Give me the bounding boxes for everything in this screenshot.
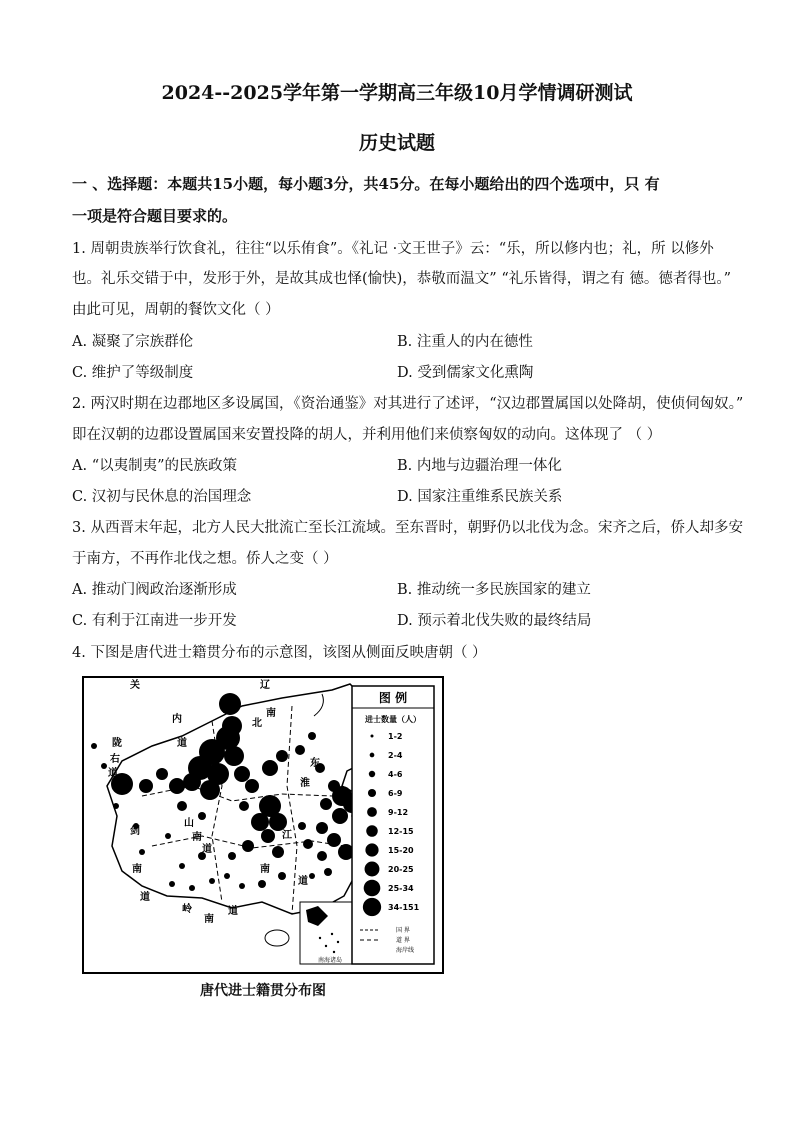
region-label: 内 xyxy=(172,714,182,725)
boundary-label: 海岸线 xyxy=(396,947,415,954)
option-a: A. 推动门阀政治逐渐形成 xyxy=(72,582,237,598)
legend-box xyxy=(352,686,434,964)
dot xyxy=(317,851,327,861)
dot xyxy=(320,798,332,810)
dot xyxy=(327,833,341,847)
option-d: D. 受到儒家文化熏陶 xyxy=(397,365,534,381)
question-text-line: 于南方，不再作北伐之想。侨人之变（ ） xyxy=(72,551,338,567)
legend-range-label: 15-20 xyxy=(388,846,414,855)
dot xyxy=(295,745,305,755)
section-heading-line1: 一 、选择题：本题共15小题，每小题3分，共45分。在每小题给出的四个选项中，只 有 xyxy=(72,175,660,193)
dot xyxy=(324,868,332,876)
dot xyxy=(309,873,315,879)
legend-range-label: 25-34 xyxy=(388,884,414,893)
question-text-line: 1. 周朝贵族举行饮食礼，往往“以乐侑食”。《礼记 ·文王世子》云：“乐，所以修内也；礼，所 以修外 xyxy=(72,241,714,257)
dot xyxy=(319,937,321,939)
region-label: 河 xyxy=(222,704,232,715)
region-label: 道 xyxy=(228,906,238,917)
legend-subtitle: 进士数量（人） xyxy=(365,715,421,724)
dot xyxy=(139,849,145,855)
legend-symbol xyxy=(365,862,380,877)
region-label: 关 xyxy=(130,680,140,691)
dot xyxy=(156,768,168,780)
dot xyxy=(101,763,107,769)
dot xyxy=(276,750,288,762)
region-label: 江 xyxy=(282,830,292,841)
region-label: 道 xyxy=(140,892,150,903)
option-b: B. 推动统一多民族国家的建立 xyxy=(397,582,591,598)
dot xyxy=(298,822,306,830)
option-d: D. 预示着北伐失败的最终结局 xyxy=(397,613,592,629)
region-label: 东 xyxy=(310,758,320,769)
region-label: 辽 xyxy=(260,680,270,691)
dot xyxy=(234,766,250,782)
region-label: 南 xyxy=(192,832,202,843)
boundary-label: 道 界 xyxy=(396,937,410,944)
inset-label: 南海诸岛 xyxy=(318,957,343,964)
legend-symbol xyxy=(365,843,378,856)
legend-symbol xyxy=(366,825,378,837)
dot xyxy=(333,951,335,953)
legend-symbol xyxy=(368,789,376,797)
region-label: 道 xyxy=(202,844,212,855)
dot xyxy=(179,863,185,869)
region-label: 南 xyxy=(260,864,270,875)
legend-symbol xyxy=(364,880,381,897)
option-b: B. 注重人的内在德性 xyxy=(397,334,533,350)
legend-range-label: 34-151 xyxy=(388,903,420,912)
dot xyxy=(258,880,266,888)
dot xyxy=(278,872,286,880)
dot xyxy=(331,933,333,935)
legend-range-label: 1-2 xyxy=(388,732,403,741)
hainan-island xyxy=(265,930,289,946)
dot xyxy=(200,780,220,800)
dot xyxy=(113,803,119,809)
dot xyxy=(169,881,175,887)
dot xyxy=(198,812,206,820)
legend-symbol xyxy=(369,771,375,777)
legend-symbol xyxy=(370,753,375,758)
dot xyxy=(242,840,254,852)
dot xyxy=(224,746,244,766)
dot xyxy=(165,833,171,839)
dot xyxy=(224,873,230,879)
region-label: 山 xyxy=(184,818,194,829)
region-label: 淮 xyxy=(300,778,310,789)
region-label: 右 xyxy=(110,754,120,765)
dot xyxy=(269,813,287,831)
dot xyxy=(272,846,284,858)
legend-symbol xyxy=(363,898,381,916)
question-text-line: 4. 下图是唐代进士籍贯分布的示意图，该图从侧面反映唐朝（ ） xyxy=(72,645,487,661)
region-label: 道 xyxy=(177,738,187,749)
dot xyxy=(228,852,236,860)
question-text-line: 3. 从西晋末年起，北方人民大批流亡至长江流域。至东晋时，朝野仍以北伐为念。宋齐之后，侨人却多安 xyxy=(72,520,743,536)
boundary-label: 国 界 xyxy=(396,927,410,934)
dot xyxy=(316,822,328,834)
legend-range-label: 4-6 xyxy=(388,770,403,779)
legend-range-label: 12-15 xyxy=(388,827,414,836)
dot xyxy=(209,878,215,884)
legend-symbol xyxy=(367,807,377,817)
dot xyxy=(183,773,201,791)
dot xyxy=(261,829,275,843)
dot xyxy=(303,839,313,849)
option-b: B. 内地与边疆治理一体化 xyxy=(397,458,562,474)
map-caption: 唐代进士籍贯分布图 xyxy=(200,983,326,999)
option-c: C. 维护了等级制度 xyxy=(72,365,194,381)
dot xyxy=(332,808,348,824)
dot xyxy=(91,743,97,749)
legend-range-label: 9-12 xyxy=(388,808,409,817)
option-d: D. 国家注重维系民族关系 xyxy=(397,489,563,505)
dot xyxy=(139,779,153,793)
dot xyxy=(308,732,316,740)
region-label: 南 xyxy=(266,708,276,719)
question-text-line: 由此可见，周朝的餐饮文化（ ） xyxy=(72,302,280,318)
region-label: 南 xyxy=(132,864,142,875)
question-text-line: 2. 两汉时期在边郡地区多设属国，《资治通鉴》对其进行了述评，“汉边郡置属国以处降胡，使侦伺匈奴。” xyxy=(72,396,744,412)
dot xyxy=(169,778,185,794)
dot xyxy=(337,941,339,943)
dot xyxy=(325,945,327,947)
legend-title: 图 例 xyxy=(378,691,408,705)
dot xyxy=(189,885,195,891)
legend-range-label: 6-9 xyxy=(388,789,403,798)
region-label: 岭 xyxy=(182,904,192,915)
region-label: 道 xyxy=(108,768,118,779)
exam-subtitle: 历史试题 xyxy=(358,132,435,154)
option-a: A. 凝聚了宗族群伦 xyxy=(72,334,194,350)
question-text-line: 即在汉朝的边郡设置属国来安置投降的胡人，并利用他们来侦察匈奴的动向。这体现了 （ ） xyxy=(72,427,662,443)
region-label: 剑 xyxy=(130,826,140,837)
option-c: C. 汉初与民休息的治国理念 xyxy=(72,489,252,505)
legend-range-label: 20-25 xyxy=(388,865,414,874)
option-a: A. “以夷制夷”的民族政策 xyxy=(72,458,238,474)
legend-symbol xyxy=(371,735,374,738)
option-c: C. 有利于江南进一步开发 xyxy=(72,613,237,629)
question-text-line: 也。礼乐交错于中，发形于外，是故其成也怿(愉快)，恭敬而温文” “礼乐皆得，谓之有 德。德者得也。” xyxy=(72,271,732,287)
dot xyxy=(239,883,245,889)
dot xyxy=(262,760,278,776)
section-heading-line2: 一项是符合题目要求的。 xyxy=(72,207,238,225)
region-label: 道 xyxy=(298,876,308,887)
dot xyxy=(245,779,259,793)
exam-title: 2024--2025学年第一学期高三年级10月学情调研测试 xyxy=(161,82,633,104)
legend-range-label: 2-4 xyxy=(388,751,403,760)
region-label: 北 xyxy=(252,718,262,729)
dot xyxy=(177,801,187,811)
tang-jinshi-distribution-map xyxy=(82,676,444,974)
region-label: 陇 xyxy=(112,738,122,749)
region-label: 南 xyxy=(204,914,214,925)
dot xyxy=(239,801,249,811)
